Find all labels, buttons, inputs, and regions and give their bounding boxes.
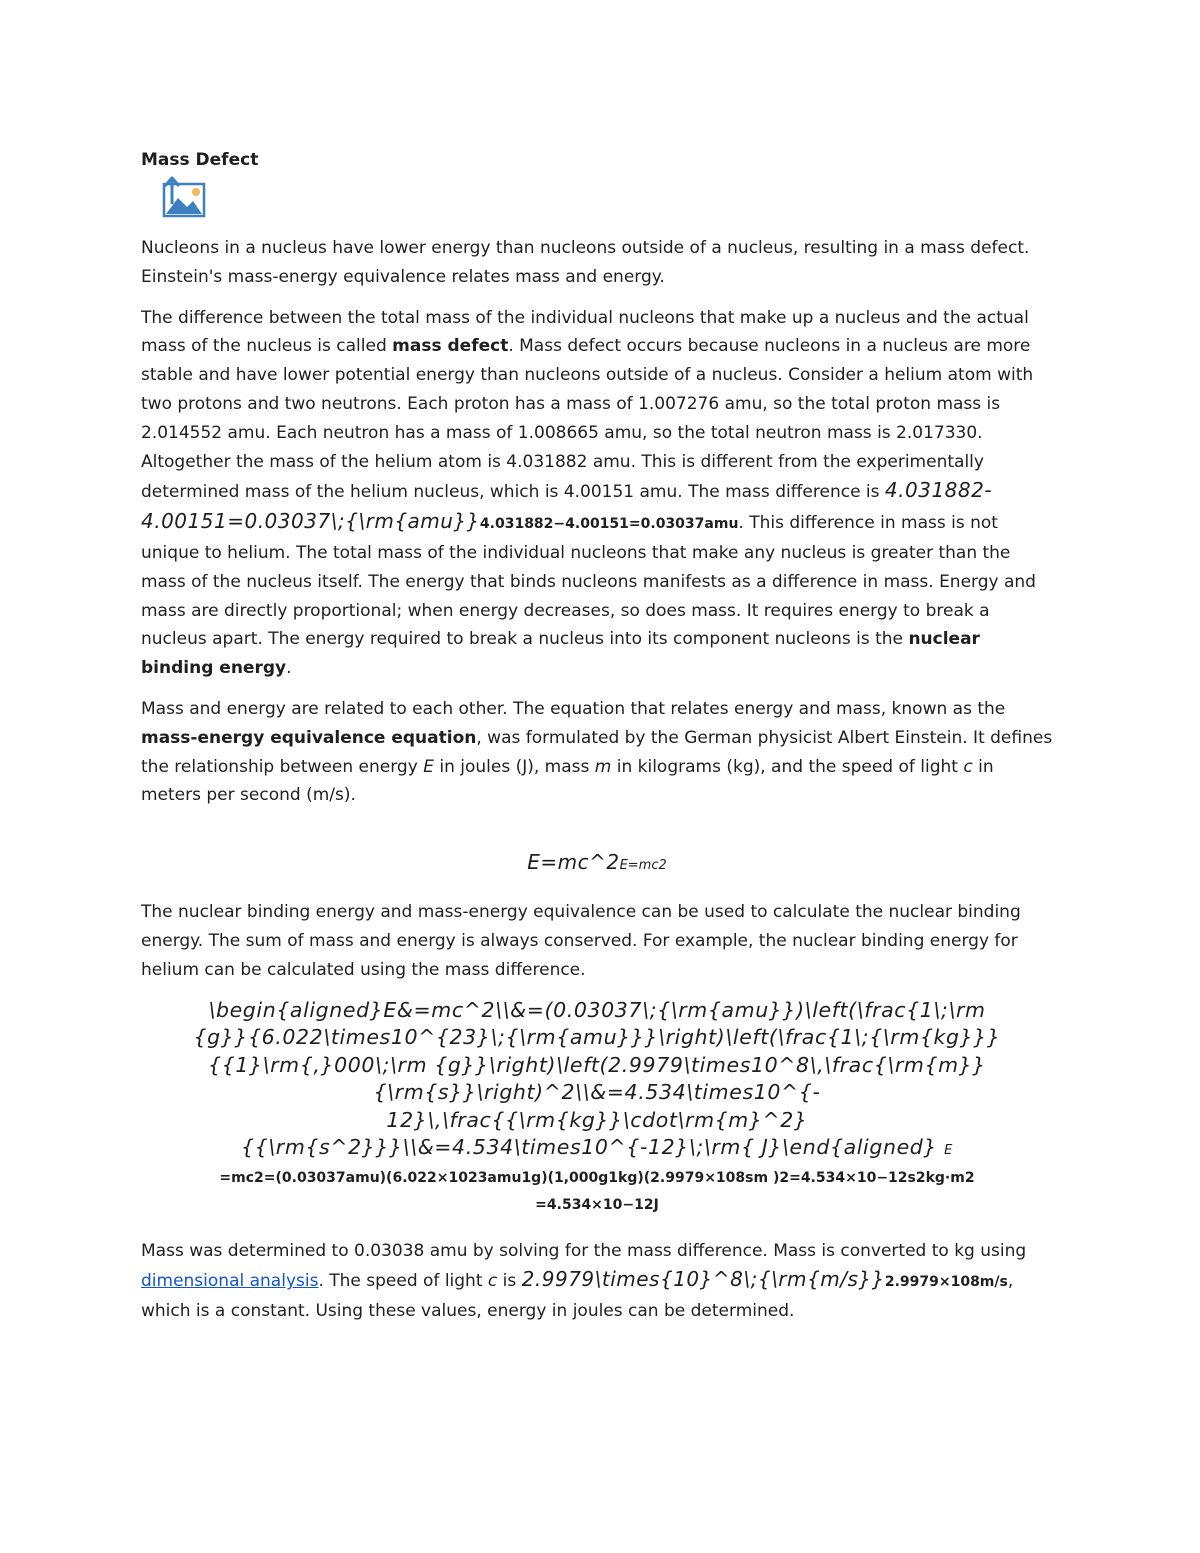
aligned-line-last: {{\rm{s^2}}}\\&=4.534\times10^{-12}\;\rm{ J}\end{aligned}	[241, 1135, 938, 1160]
term-nuclear-binding-energy: nuclear binding energy	[141, 629, 980, 679]
inline-latex-mass-difference: 4.031882-4.00151=0.03037\;{\rm{amu}}	[141, 478, 993, 534]
paragraph-mass-defect	[141, 304, 1053, 683]
aligned-latex	[141, 997, 1053, 1165]
p5-text-4: , which is a constant. Using these values, energy in joules can be determined.	[141, 1271, 1014, 1322]
equation-aligned-block	[141, 997, 1053, 1219]
term-mass-energy-equation: mass-energy equivalence equation	[141, 727, 477, 748]
aligned-line: {g}}{6.022\times10^{23}\;{\rm{amu}}}\right)\left(\frac{1\;{\rm{kg}}}	[193, 1025, 1001, 1050]
image-placeholder-icon[interactable]	[160, 176, 208, 220]
var-m: m	[594, 756, 612, 777]
p2-text-4: .	[286, 658, 292, 679]
aligned-rendered-line: =mc2=(0.03037amu)(6.022×1023amu1g)(1,000g1kg)(2.9979×108sm )2=4.534×10−12s2kg⋅m2	[219, 1169, 975, 1186]
inline-math-mass-difference: 4.031882−4.00151=0.03037amu	[479, 516, 739, 533]
inline-math-speed-of-light: 2.9979×108m/s	[884, 1274, 1008, 1291]
p3-text-4: in kilograms (kg), and the speed of light	[611, 756, 964, 777]
inline-latex-speed-of-light: 2.9979\times{10}^8\;{\rm{m/s}}	[521, 1267, 885, 1292]
term-mass-defect: mass defect	[392, 336, 509, 357]
p3-text-3: in joules (J), mass	[433, 756, 595, 777]
aligned-line: {{1}\rm{,}000\;\rm {g}}\right)\left(2.9979\times10^8\,\frac{\rm{m}}	[208, 1052, 986, 1077]
p5-text-2: . The speed of light	[318, 1271, 488, 1292]
document-content	[141, 148, 1053, 1338]
p3-text-2: , was formulated by the German physicist Albert Einstein. It defines the relationship between energy	[141, 727, 1053, 777]
paragraph-mass-energy	[141, 695, 1053, 810]
aligned-line	[141, 1134, 1053, 1165]
p5-text-1: Mass was determined to 0.03038 amu by solving for the mass difference. Mass is converted to kg using	[141, 1240, 1027, 1261]
equation-emc2	[141, 848, 1053, 880]
dimensional-analysis-link[interactable]: dimensional analysis	[141, 1271, 319, 1292]
p2-text-2: . Mass defect occurs because nucleons in a nucleus are more stable and have lower potential energy than nucleons outside of a nucleus. Consider a helium atom with two protons and two neutrons. Each proton has a mass of 1.007276 amu, so the total proton mass is 2.014552 amu. Each neutron has a mass of 1.008665 amu, so the total neutron mass is 2.017330. Altogether the mass of the helium atom is 4.031882 amu. This is different from the experimentally determined mass of the helium nucleus, which is 4.00151 amu. The mass difference is	[141, 336, 1034, 503]
var-c-2: c	[487, 1271, 498, 1292]
p5-text-3: is	[497, 1271, 522, 1292]
paragraph-intro: Nucleons in a nucleus have lower energy than nucleons outside of a nucleus, resulting in a mass defect. Einstein's mass-energy equivalence relates mass and energy.	[141, 238, 1030, 287]
p3-text-1: Mass and energy are related to each other. The equation that relates energy and mass, known as the	[141, 698, 1006, 719]
aligned-rendered-line: =4.534×10−12J	[535, 1196, 659, 1213]
equation-emc2-latex: E=mc^2	[527, 850, 620, 875]
paragraph-binding-energy: The nuclear binding energy and mass-energy equivalence can be used to calculate the nuclear binding energy. The sum of mass and energy is always conserved. For example, the nuclear binding energy for helium can be calculated using the mass difference.	[141, 902, 1021, 980]
document-title: Mass Defect	[141, 150, 259, 170]
equation-emc2-rendered: E=mc2	[619, 858, 667, 874]
p3-text-5: in meters per second (m/s).	[141, 756, 994, 806]
aligned-line: {\rm{s}}\right)^2\\&=4.534\times10^{-	[373, 1080, 821, 1105]
p2-text-1: The difference between the total mass of the individual nucleons that make up a nucleus and the actual mass of the nucleus is called	[141, 307, 1029, 357]
aligned-line: 12}\,\frac{{\rm{kg}}\cdot\rm{m}^2}	[386, 1107, 808, 1132]
var-c: c	[963, 756, 973, 777]
paragraph-conclusion	[141, 1237, 1053, 1326]
aligned-tail: E	[944, 1143, 953, 1159]
p2-text-3: . This difference in mass is not unique to helium. The total mass of the individual nucleons that make any nucleus is greater than the mass of the nucleus itself. The energy that binds nucleons manifests as a difference in mass. Energy and mass are directly proportional; when energy decreases, so does mass. It requires energy to break a nucleus apart. The energy required to break a nucleus into its component nucleons is the	[141, 513, 1036, 650]
aligned-line: \begin{aligned}E&=mc^2\\&=(0.03037\;{\rm{amu}})\left(\frac{1\;\rm	[208, 997, 986, 1022]
var-E: E	[423, 756, 434, 777]
